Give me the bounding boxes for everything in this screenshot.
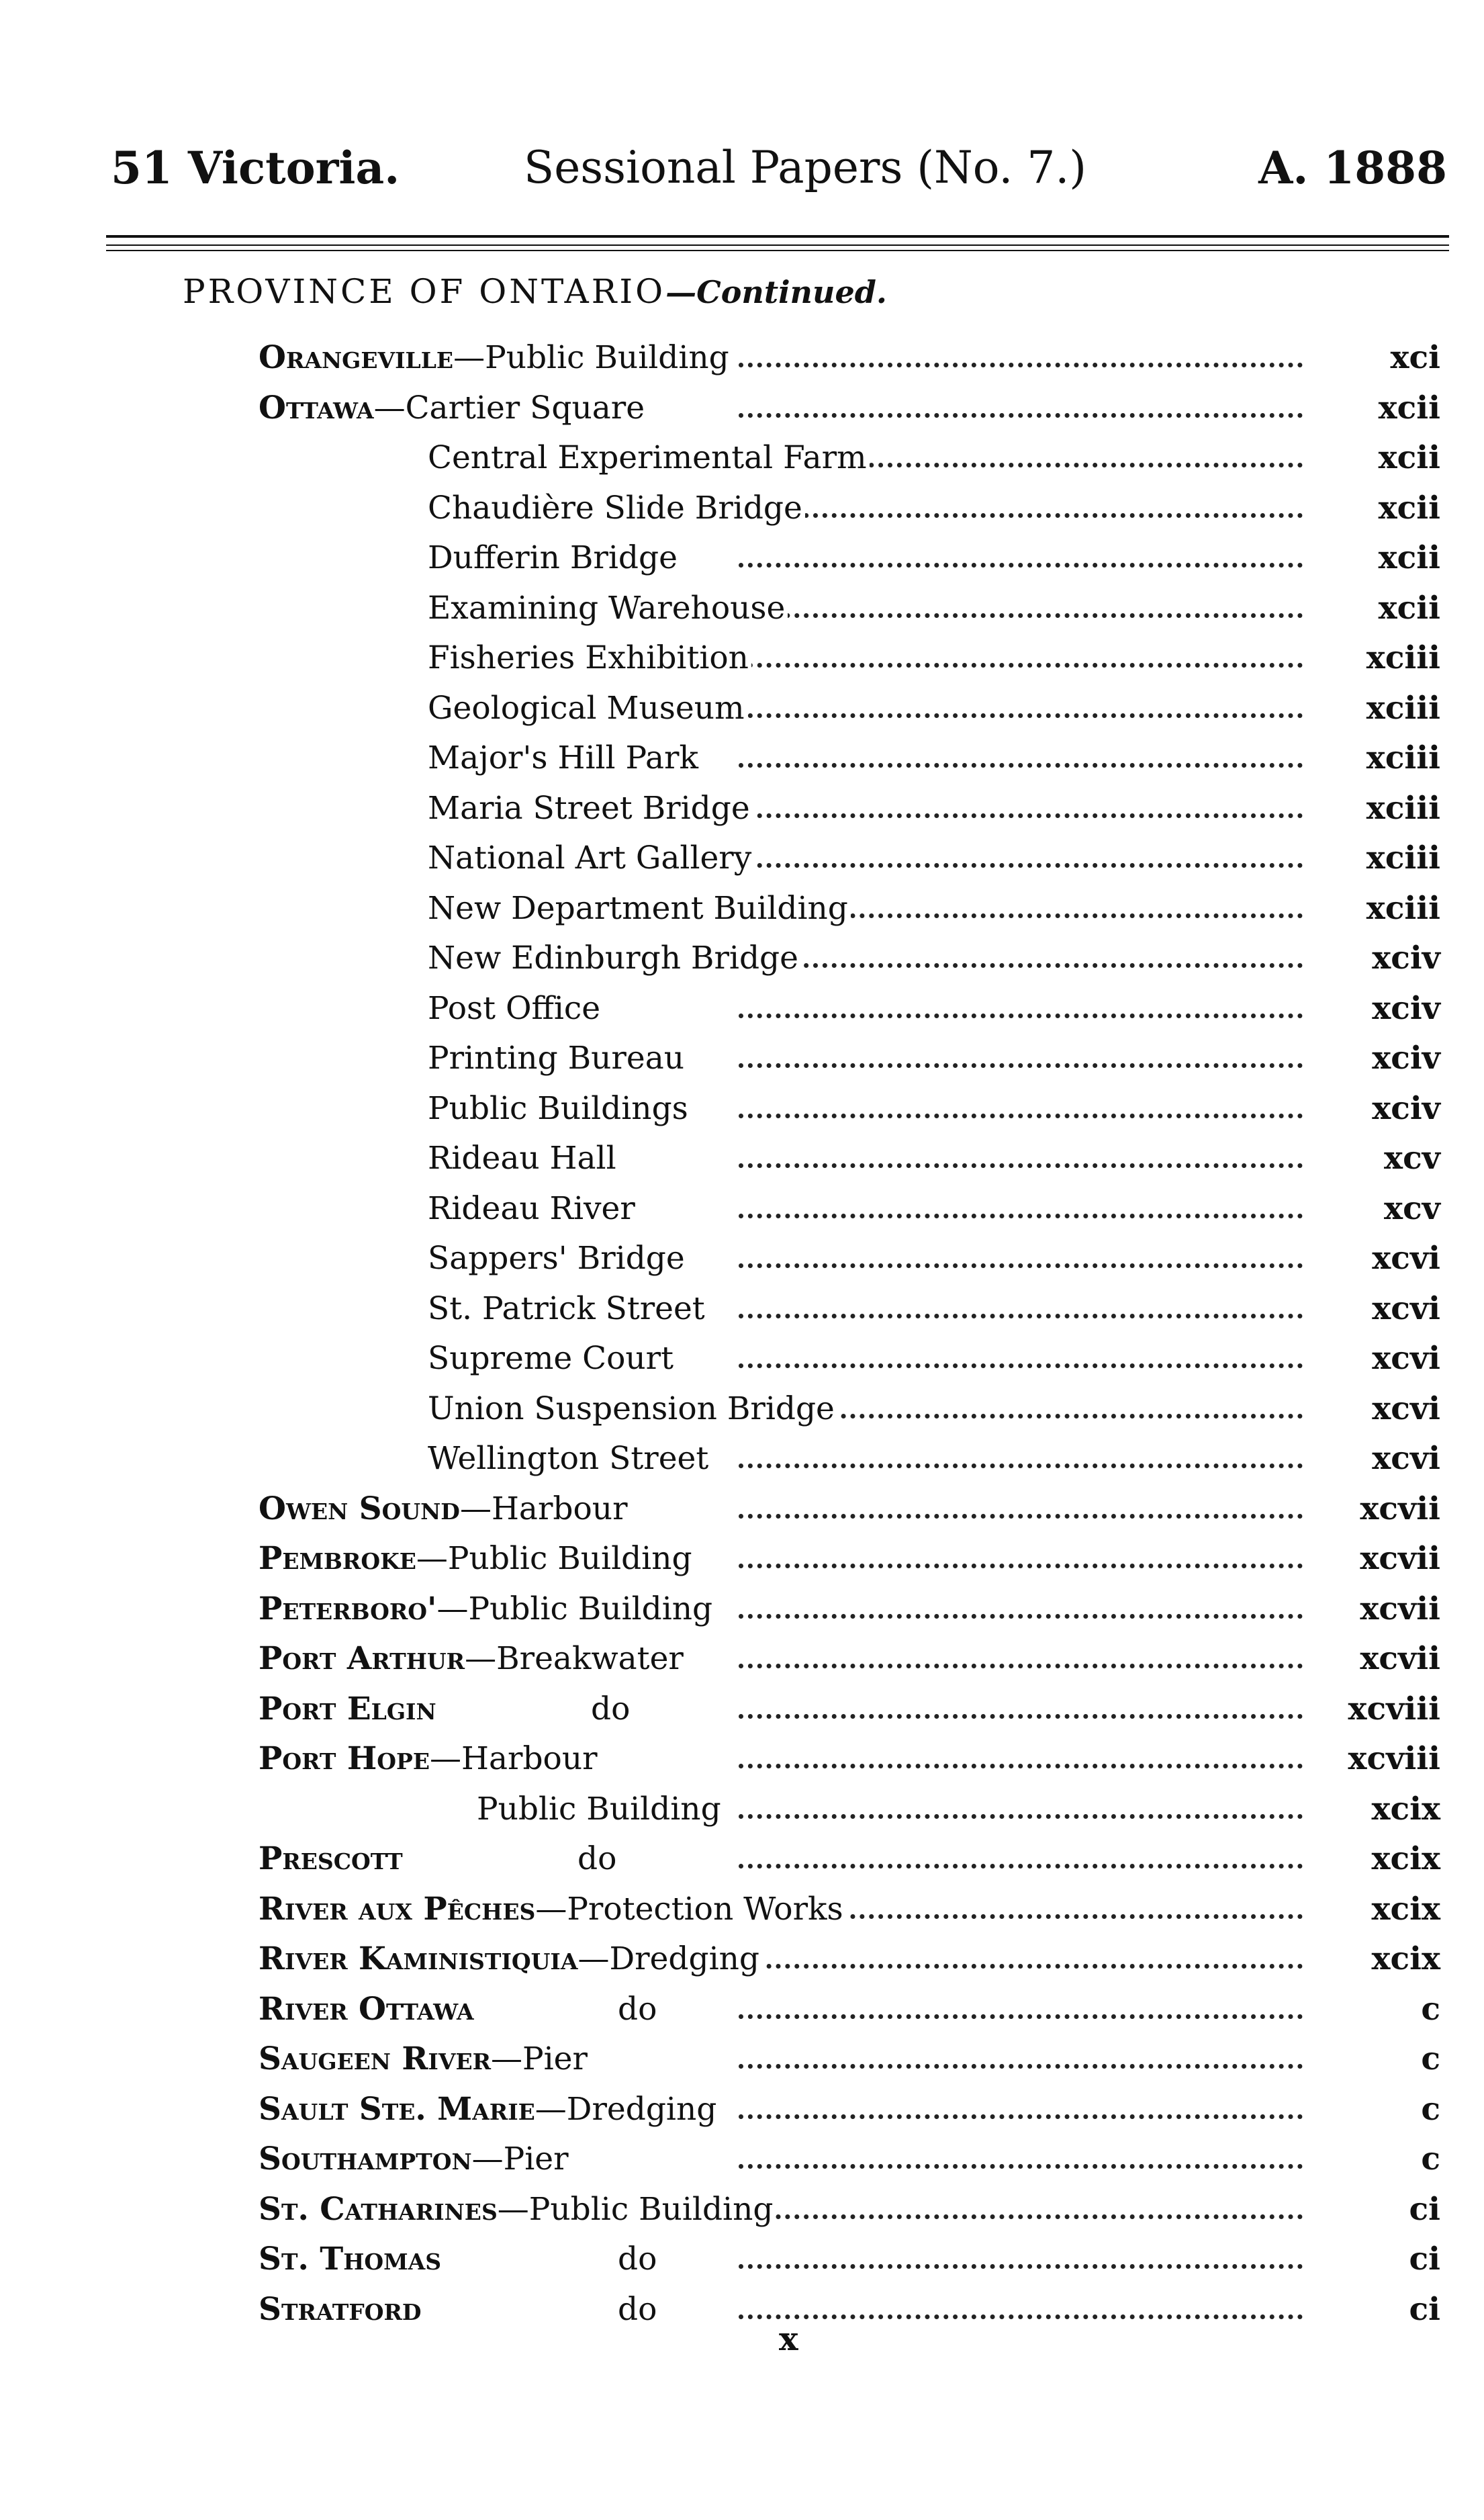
page-reference: ci [1409, 2241, 1440, 2278]
page-reference: c [1421, 2090, 1440, 2128]
index-entry [0, 1384, 1484, 1435]
index-entry [0, 1334, 1484, 1384]
page-reference: xcii [1378, 489, 1440, 527]
entry-subject: New Department Building [428, 884, 851, 934]
dot-leader [739, 1614, 1303, 1619]
place-name: Prescott [259, 1834, 406, 1885]
dot-leader [739, 1864, 1303, 1869]
page-reference: xcv [1384, 1140, 1440, 1177]
place-name: River aux Pêches—Protection Works [259, 1885, 846, 1935]
dot-leader [739, 1014, 1303, 1018]
dot-leader [739, 963, 1303, 968]
index-entry [0, 1034, 1484, 1084]
index-entry [0, 1985, 1484, 2035]
dot-leader [739, 363, 1303, 367]
dot-leader [739, 2064, 1303, 2069]
entry-subject: Geological Museum [428, 684, 747, 734]
dot-leader [739, 613, 1303, 618]
page-reference: xciii [1366, 689, 1440, 727]
dot-leader [739, 713, 1303, 718]
province-name: PROVINCE OF ONTARIO [183, 272, 666, 311]
index-entry [0, 484, 1484, 534]
entry-subject: Examining Warehouse [428, 584, 788, 634]
place-name: Saugeen River—Pier [259, 2034, 590, 2085]
dot-leader [739, 1363, 1303, 1368]
header-rule-thick [106, 235, 1449, 238]
page-reference: ci [1409, 2190, 1440, 2228]
place-name: Pembroke—Public Building [259, 1534, 695, 1584]
index-entry [0, 633, 1484, 684]
page-reference: xcii [1378, 589, 1440, 627]
page-reference: c [1421, 1990, 1440, 2028]
index-entry [0, 1834, 1484, 1885]
header-rule-thin-lower [106, 250, 1449, 251]
index-entry [0, 1184, 1484, 1234]
index-entry [0, 2085, 1484, 2135]
page-reference: xcii [1378, 539, 1440, 576]
year-label: A. 1888 [1258, 142, 1447, 194]
index-entry [0, 1634, 1484, 1684]
index-entry [0, 2285, 1484, 2335]
entry-subject: —Harbour [459, 1490, 628, 1527]
page-reference: xcvi [1372, 1390, 1440, 1427]
page-reference: xciv [1372, 1089, 1440, 1127]
page-reference: xcviii [1348, 1690, 1440, 1727]
index-entry [0, 984, 1484, 1034]
page-reference: xcvii [1360, 1490, 1440, 1527]
entry-subject: St. Patrick Street [428, 1284, 708, 1335]
page-reference: xciii [1366, 840, 1440, 876]
dot-leader [739, 1464, 1303, 1468]
dot-leader [739, 1564, 1303, 1568]
dot-leader [739, 863, 1303, 868]
entry-subject: —Pier [471, 2141, 569, 2177]
page-reference: xciii [1366, 639, 1440, 676]
entry-subject: do [591, 1684, 633, 1735]
dot-leader [739, 763, 1303, 768]
page-reference: xciv [1372, 940, 1440, 977]
entry-subject: Wellington Street [428, 1434, 711, 1484]
entry-subject: Fisheries Exhibition [428, 633, 751, 684]
index-entries [0, 333, 1484, 2335]
index-entry [0, 584, 1484, 634]
page-reference: xciii [1366, 739, 1440, 776]
place-name: Peterboro'—Public Building [259, 1584, 715, 1635]
page-reference: xcv [1384, 1189, 1440, 1227]
place-name: Sault Ste. Marie—Dredging [259, 2085, 719, 2135]
entry-subject: New Edinburgh Bridge [428, 934, 801, 984]
index-entry [0, 1134, 1484, 1184]
dot-leader [739, 1714, 1303, 1719]
entry-subject: —Public Building [416, 1540, 692, 1577]
entry-subject: —Public Building [436, 1590, 713, 1627]
dot-leader [739, 1263, 1303, 1268]
index-entry [0, 1934, 1484, 1985]
dot-leader [739, 1214, 1303, 1218]
dot-leader [739, 1314, 1303, 1318]
index-entry [0, 2134, 1484, 2185]
dot-leader [739, 1063, 1303, 1068]
dot-leader [739, 2014, 1303, 2019]
index-entry [0, 1684, 1484, 1735]
dot-leader [739, 2264, 1303, 2269]
entry-subject: —Protection Works [535, 1890, 843, 1928]
page-reference: xcix [1371, 1940, 1440, 1977]
entry-subject: Post Office [428, 984, 603, 1034]
dot-leader [739, 1114, 1303, 1118]
entry-subject: —Breakwater [465, 1640, 684, 1677]
dot-leader [739, 1964, 1303, 1969]
dot-leader [739, 1664, 1303, 1668]
place-name: St. Catharines—Public Building [259, 2185, 776, 2235]
index-entry [0, 1534, 1484, 1584]
entry-subject: —Cartier Square [373, 389, 645, 426]
entry-subject: do [618, 2285, 659, 2335]
entry-subject: do [618, 1985, 659, 2035]
place-name: St. Thomas [259, 2235, 444, 2285]
entry-subject: National Art Gallery [428, 834, 754, 884]
entry-subject: —Public Building [497, 2190, 774, 2228]
place-name: Ottawa—Cartier Square [259, 384, 647, 434]
index-entry [0, 1785, 1484, 1835]
place-name: Port Hope—Harbour [259, 1734, 600, 1785]
dot-leader [739, 1163, 1303, 1168]
page-reference: xcix [1371, 1840, 1440, 1877]
dot-leader [739, 563, 1303, 568]
place-name: River Ottawa [259, 1985, 477, 2035]
page-reference: c [1421, 2040, 1440, 2077]
entry-subject: Printing Bureau [428, 1034, 687, 1084]
index-entry [0, 433, 1484, 484]
page-reference: xcii [1378, 439, 1440, 476]
entry-subject: —Public Building [453, 339, 729, 376]
index-entry [0, 333, 1484, 384]
entry-subject: Rideau River [428, 1184, 638, 1234]
page-reference: xciii [1366, 889, 1440, 927]
running-header [111, 141, 1447, 195]
place-name: Southampton—Pier [259, 2134, 571, 2185]
place-name: Port Elgin [259, 1684, 439, 1735]
page-reference: xciv [1372, 989, 1440, 1027]
dot-leader [739, 1764, 1303, 1768]
index-entry [0, 784, 1484, 834]
place-name: Stratford [259, 2285, 424, 2335]
place-name: River Kaministiquia—Dredging [259, 1934, 762, 1985]
page-reference: xcix [1371, 1790, 1440, 1828]
dot-leader [739, 413, 1303, 418]
page-reference: xciv [1372, 1040, 1440, 1077]
index-entry [0, 1284, 1484, 1335]
dot-leader [739, 663, 1303, 668]
page-reference: ci [1409, 2290, 1440, 2328]
index-entry [0, 834, 1484, 884]
dot-leader [739, 2214, 1303, 2219]
index-entry [0, 533, 1484, 584]
page-reference: xcii [1378, 389, 1440, 426]
index-entry [0, 2185, 1484, 2235]
sessional-papers-label: Sessional Papers (No. 7.) [524, 142, 1087, 193]
place-name: Orangeville—Public Building [259, 333, 732, 384]
index-entry [0, 1434, 1484, 1484]
page-reference: xcvii [1360, 1540, 1440, 1577]
section-title [183, 272, 887, 311]
index-entry [0, 733, 1484, 784]
dot-leader [739, 2164, 1303, 2169]
continued-label: —Continued. [665, 274, 887, 310]
dot-leader [739, 513, 1303, 518]
index-entry [0, 1234, 1484, 1284]
entry-subject: —Dredging [577, 1940, 759, 1977]
entry-subject: Union Suspension Bridge [428, 1384, 837, 1435]
place-name: Owen Sound—Harbour [259, 1484, 631, 1535]
index-entry [0, 384, 1484, 434]
entry-subject: —Harbour [429, 1740, 598, 1777]
entry-subject: Sappers' Bridge [428, 1234, 688, 1284]
page-reference: xci [1390, 339, 1440, 376]
volume-label: 51 Victoria. [111, 142, 400, 194]
entry-subject: Major's Hill Park [428, 733, 701, 784]
page-reference: xcvii [1360, 1640, 1440, 1677]
page-reference: xcvi [1372, 1290, 1440, 1327]
entry-subject: Chaudière Slide Bridge [428, 484, 805, 534]
index-entry [0, 684, 1484, 734]
index-entry [0, 2235, 1484, 2285]
dot-leader [739, 813, 1303, 818]
page-reference: xcvi [1372, 1440, 1440, 1477]
entry-subject: do [618, 2235, 659, 2285]
dot-leader [739, 2314, 1303, 2319]
page-number-mark: x [779, 2321, 798, 2358]
page-reference: c [1421, 2141, 1440, 2177]
entry-subject: —Pier [491, 2040, 588, 2077]
index-entry [0, 934, 1484, 984]
header-rule-thin [106, 244, 1449, 246]
dot-leader [739, 1514, 1303, 1519]
index-entry [0, 2034, 1484, 2085]
page-reference: xciii [1366, 789, 1440, 827]
page-reference: xcviii [1348, 1740, 1440, 1777]
entry-subject: Dufferin Bridge [428, 533, 680, 584]
entry-subject: do [577, 1834, 619, 1885]
index-entry [0, 1584, 1484, 1635]
index-entry [0, 1734, 1484, 1785]
entry-subject: —Dredging [535, 2090, 717, 2128]
dot-leader [739, 1814, 1303, 1819]
page-reference: xcvi [1372, 1340, 1440, 1377]
entry-subject: Public Buildings [428, 1084, 691, 1134]
index-entry [0, 1084, 1484, 1134]
page-reference: xcix [1371, 1890, 1440, 1928]
dot-leader [739, 2114, 1303, 2119]
entry-subject: Supreme Court [428, 1334, 676, 1384]
index-entry [0, 884, 1484, 934]
entry-subject: Maria Street Bridge [428, 784, 753, 834]
index-entry [0, 1484, 1484, 1535]
entry-subject: Rideau Hall [428, 1134, 619, 1184]
place-name: Port Arthur—Breakwater [259, 1634, 686, 1684]
page-reference: xcvi [1372, 1240, 1440, 1277]
entry-subject: Central Experimental Farm [428, 433, 870, 484]
index-entry [0, 1885, 1484, 1935]
page-reference: xcvii [1360, 1590, 1440, 1627]
entry-subject: Public Building [477, 1785, 724, 1835]
